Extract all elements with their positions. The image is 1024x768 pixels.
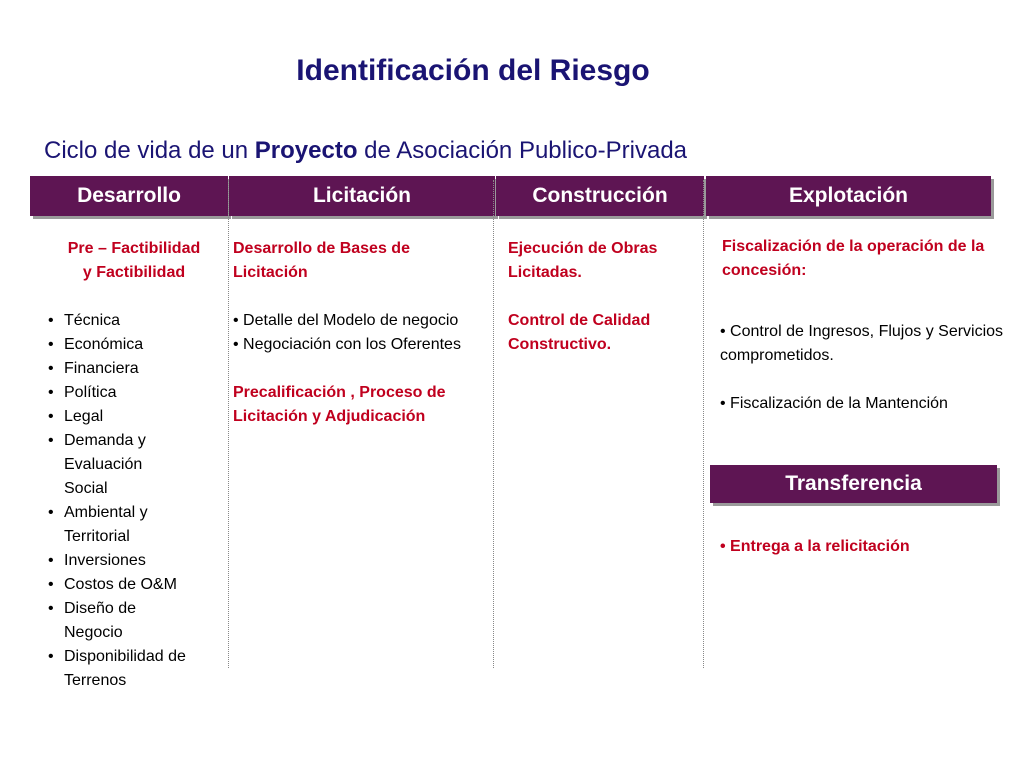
phase-header-desarrollo: Desarrollo [30,176,228,216]
page-subtitle [44,137,687,165]
list-item: • Disponibilidad de Terrenos [44,645,204,693]
list-item: • Técnica [44,309,224,333]
desarrollo-heading [44,237,224,285]
explotacion-heading-block [722,235,992,283]
list-item: • Costos de O&M [44,573,224,597]
list-item: • Control de Ingresos, Flujos y Servicios comprometidos. [720,320,1010,368]
list-item: • Financiera [44,357,224,381]
phase-header-explotacion: Explotación [706,176,991,216]
list-item: • Detalle del Modelo de negocio [233,309,483,333]
list-item: • Diseño de Negocio [44,597,164,645]
desarrollo-heading-line1: Pre – Factibilidad [67,240,201,257]
page-title: Identificación del Riesgo [296,54,650,87]
list-item: • Fiscalización de la Mantención [720,392,1010,416]
subtitle-bold: Proyecto [254,137,358,164]
desarrollo-column [44,237,224,693]
licitacion-footer: Precalificación , Proceso de Licitación y Adjudicación [233,384,446,425]
construccion-line2: Control de Calidad Constructivo. [508,312,651,353]
construccion-line1: Ejecución de Obras Licitadas. [508,240,658,281]
phase-header-licitacion: Licitación [229,176,495,216]
list-item: • Demanda y Evaluación Social [44,429,174,501]
licitacion-column [233,237,483,429]
list-item: • Ambiental y Territorial [44,501,174,549]
list-item: • Inversiones [44,549,224,573]
column-divider [493,180,494,668]
list-item: • Económica [44,333,224,357]
licitacion-heading: Desarrollo de Bases de Licitación [233,240,410,281]
phase-header-transferencia: Transferencia [710,465,997,503]
subtitle-pre: Ciclo de vida de un [44,137,255,164]
desarrollo-list [44,309,224,693]
construccion-column [508,237,698,357]
list-item: • Entrega a la relicitación [720,535,1000,559]
explotacion-column [720,320,1010,416]
column-divider [228,180,229,668]
transferencia-column [720,535,1000,559]
list-item: • Política [44,381,224,405]
explotacion-heading: Fiscalización de la operación de la concesión: [722,238,985,279]
phase-header-construccion: Construcción [496,176,704,216]
subtitle-post: de Asociación Publico-Privada [357,137,688,164]
desarrollo-heading-line2: y Factibilidad [82,264,186,281]
column-divider [703,180,704,668]
list-item: • Legal [44,405,224,429]
list-item: • Negociación con los Oferentes [233,333,483,357]
